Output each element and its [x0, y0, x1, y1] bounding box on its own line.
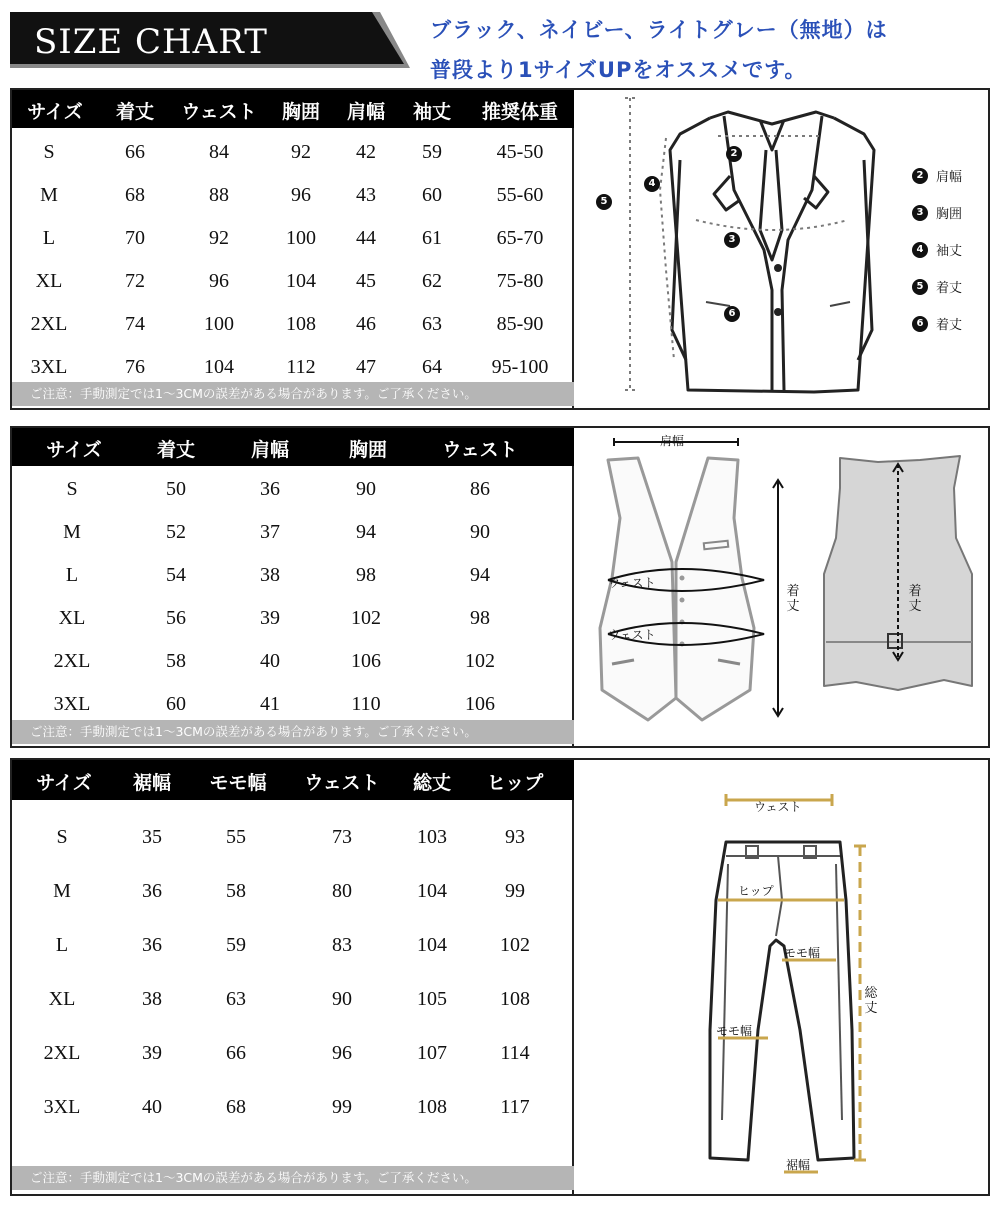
table-cell: 94 [470, 564, 490, 586]
table-cell: 88 [209, 184, 229, 206]
table-cell: 36 [260, 478, 280, 500]
table-cell: 43 [356, 184, 376, 206]
table-cell: 102 [351, 607, 381, 629]
table-cell: 56 [166, 607, 186, 629]
pants-thigh-upper-label: モモ幅 [784, 946, 821, 960]
legend-2-icon: 2 [912, 168, 928, 184]
table-cell: 117 [500, 1096, 530, 1118]
table-cell: 104 [417, 880, 447, 902]
legend-6-icon: 6 [912, 316, 928, 332]
vest-shoulder-label: 肩幅 [660, 434, 685, 448]
table-cell: 108 [417, 1096, 447, 1118]
table-cell: 74 [125, 313, 145, 335]
table-cell: M [53, 880, 71, 902]
table-cell: 36 [142, 934, 162, 956]
jacket-header-length: 着丈 [115, 101, 155, 123]
table-cell: 92 [209, 227, 229, 249]
table-cell: 104 [204, 356, 234, 378]
pants-table-header [12, 760, 574, 800]
table-cell: 106 [351, 650, 381, 672]
legend-5-icon: 5 [912, 279, 928, 295]
jacket-size-section [10, 88, 990, 410]
table-cell: M [40, 184, 58, 206]
vest-header-shoulder: 肩幅 [250, 439, 290, 461]
table-cell: 44 [356, 227, 376, 249]
jacket-header-size: サイズ [27, 101, 83, 123]
table-cell: 64 [422, 356, 442, 378]
table-cell: 75-80 [496, 270, 544, 292]
legend-item [912, 314, 962, 333]
table-cell: XL [48, 988, 76, 1010]
vest-back-length-label: 着丈 [908, 584, 922, 614]
pants-hem-label: 裾幅 [786, 1158, 811, 1172]
table-cell: L [55, 934, 69, 956]
table-cell: 84 [209, 141, 229, 163]
legend-item [912, 277, 962, 296]
table-cell: 99 [332, 1096, 352, 1118]
vest-header-length: 着丈 [156, 439, 196, 461]
table-cell: 108 [286, 313, 316, 335]
table-cell: 41 [260, 693, 280, 715]
table-cell: 107 [417, 1042, 447, 1064]
pants-illustration [578, 760, 988, 1194]
table-cell: 68 [226, 1096, 246, 1118]
table-cell: 45-50 [496, 141, 544, 163]
table-cell: 45 [356, 270, 376, 292]
jacket-header-chest: 胸囲 [281, 101, 321, 123]
jacket-header-shoulder: 肩幅 [346, 101, 386, 123]
table-cell: 83 [332, 934, 352, 956]
measurement-disclaimer: ご注意：手動測定では1～3CMの誤差がある場合があります。ご了承ください。 [12, 1166, 574, 1190]
legend-label: 袖丈 [936, 244, 963, 259]
table-cell: M [63, 521, 81, 543]
table-cell: 42 [356, 141, 376, 163]
table-cell: L [42, 227, 56, 249]
legend-label: 着丈 [936, 281, 963, 296]
pants-size-table [12, 760, 574, 1194]
legend-item [912, 166, 962, 185]
table-cell: 63 [422, 313, 442, 335]
table-cell: 93 [505, 826, 525, 848]
vest-table-header [12, 428, 574, 466]
vest-front-length-label: 着丈 [786, 584, 800, 614]
table-cell: 47 [356, 356, 376, 378]
table-cell: 59 [226, 934, 246, 956]
table-cell: 105 [417, 988, 447, 1010]
table-cell: 3XL [30, 356, 68, 378]
marker-4-icon: 4 [644, 176, 660, 192]
jacket-table-header [12, 90, 574, 128]
table-cell: 80 [332, 880, 352, 902]
table-cell: 92 [291, 141, 311, 163]
pants-header-thigh: モモ幅 [209, 772, 267, 794]
pants-header-size: サイズ [36, 772, 92, 794]
vest-waist-upper-label: ウェスト [608, 576, 656, 590]
table-cell: 61 [422, 227, 442, 249]
legend-label: 肩幅 [936, 170, 963, 185]
table-cell: 86 [470, 478, 490, 500]
table-cell: 63 [226, 988, 246, 1010]
table-cell: 73 [332, 826, 352, 848]
legend-4-icon: 4 [912, 242, 928, 258]
table-cell: 104 [286, 270, 316, 292]
table-cell: 55 [226, 826, 246, 848]
table-cell: 60 [422, 184, 442, 206]
table-cell: 59 [422, 141, 442, 163]
table-cell: 38 [260, 564, 280, 586]
jacket-size-table [12, 90, 574, 408]
table-cell: 90 [356, 478, 376, 500]
table-cell: 2XL [30, 313, 68, 335]
table-cell: 100 [204, 313, 234, 335]
table-cell: 70 [125, 227, 145, 249]
table-cell: 95-100 [491, 356, 549, 378]
sizing-note-line-2: 普段より1サイズUPをオススメです。 [430, 58, 807, 82]
legend-label: 着丈 [936, 318, 963, 333]
table-cell: 58 [166, 650, 186, 672]
vest-header-size: サイズ [46, 439, 102, 461]
table-cell: 62 [422, 270, 442, 292]
vest-header-waist: ウェスト [442, 439, 518, 461]
pants-hip-label: ヒップ [738, 884, 774, 898]
table-cell: 40 [142, 1096, 162, 1118]
table-cell: 38 [142, 988, 162, 1010]
table-cell: 35 [142, 826, 162, 848]
legend-item [912, 203, 962, 222]
marker-6-icon: 6 [724, 306, 740, 322]
table-cell: 96 [332, 1042, 352, 1064]
table-cell: 99 [505, 880, 525, 902]
table-cell: S [43, 141, 55, 163]
table-cell: 98 [356, 564, 376, 586]
table-cell: 36 [142, 880, 162, 902]
table-cell: 68 [125, 184, 145, 206]
vest-diagram [578, 428, 988, 746]
table-cell: XL [58, 607, 86, 629]
table-cell: 106 [465, 693, 495, 715]
page-title: SIZE CHART [34, 22, 268, 62]
sizing-note-line-1: ブラック、ネイビー、ライトグレー（無地）は [430, 18, 888, 42]
pants-length-label: 総丈 [864, 986, 878, 1016]
table-cell: 58 [226, 880, 246, 902]
legend-item [912, 240, 962, 259]
legend-3-icon: 3 [912, 205, 928, 221]
table-cell: 100 [286, 227, 316, 249]
table-cell: 55-60 [496, 184, 544, 206]
pants-header-hem: 裾幅 [132, 772, 172, 794]
pants-waist-label: ウェスト [754, 800, 802, 814]
table-cell: 37 [260, 521, 280, 543]
table-cell: 3XL [43, 1096, 81, 1118]
marker-5-icon: 5 [596, 194, 612, 210]
pants-header-waist: ウェスト [304, 772, 380, 794]
table-cell: 46 [356, 313, 376, 335]
vest-size-section [10, 426, 990, 748]
table-cell: 39 [142, 1042, 162, 1064]
table-cell: 98 [470, 607, 490, 629]
vest-header-chest: 胸囲 [348, 439, 388, 461]
table-cell: 94 [356, 521, 376, 543]
measurement-disclaimer: ご注意：手動測定では1～3CMの誤差がある場合があります。ご了承ください。 [12, 720, 574, 744]
table-cell: 90 [332, 988, 352, 1010]
table-cell: 85-90 [496, 313, 544, 335]
table-cell: 104 [417, 934, 447, 956]
table-cell: 65-70 [496, 227, 544, 249]
jacket-diagram [578, 90, 988, 408]
jacket-header-sleeve: 袖丈 [412, 101, 452, 123]
table-cell: 2XL [43, 1042, 81, 1064]
pants-diagram [578, 760, 988, 1194]
table-cell: 96 [209, 270, 229, 292]
pants-size-section [10, 758, 990, 1196]
vest-waist-lower-label: ウェスト [608, 628, 656, 642]
table-cell: 76 [125, 356, 145, 378]
jacket-header-waist: ウェスト [181, 101, 257, 123]
table-cell: XL [35, 270, 63, 292]
table-cell: L [65, 564, 79, 586]
table-cell: 114 [500, 1042, 530, 1064]
table-cell: 103 [417, 826, 447, 848]
table-cell: 50 [166, 478, 186, 500]
table-cell: 60 [166, 693, 186, 715]
table-cell: 40 [260, 650, 280, 672]
pants-header-length: 総丈 [412, 772, 452, 794]
table-cell: 2XL [53, 650, 91, 672]
table-cell: 39 [260, 607, 280, 629]
table-cell: 108 [500, 988, 530, 1010]
table-cell: 66 [226, 1042, 246, 1064]
table-cell: 110 [351, 693, 381, 715]
marker-3-icon: 3 [724, 232, 740, 248]
table-cell: 112 [286, 356, 316, 378]
table-cell: S [56, 826, 68, 848]
title-banner [10, 12, 410, 72]
table-cell: 96 [291, 184, 311, 206]
table-cell: 3XL [53, 693, 91, 715]
legend-label: 胸囲 [936, 207, 963, 222]
jacket-header-weight: 推奨体重 [481, 101, 559, 123]
table-cell: 66 [125, 141, 145, 163]
pants-thigh-lower-label: モモ幅 [716, 1024, 753, 1038]
pants-header-hip: ヒップ [486, 772, 544, 794]
table-cell: 52 [166, 521, 186, 543]
table-cell: 54 [166, 564, 186, 586]
measurement-disclaimer: ご注意：手動測定では1～3CMの誤差がある場合があります。ご了承ください。 [12, 382, 574, 406]
table-cell: 102 [500, 934, 530, 956]
table-cell: 72 [125, 270, 145, 292]
table-cell: 90 [470, 521, 490, 543]
marker-2-icon: 2 [726, 146, 742, 162]
vest-size-table [12, 428, 574, 746]
table-cell: 102 [465, 650, 495, 672]
table-cell: S [66, 478, 78, 500]
